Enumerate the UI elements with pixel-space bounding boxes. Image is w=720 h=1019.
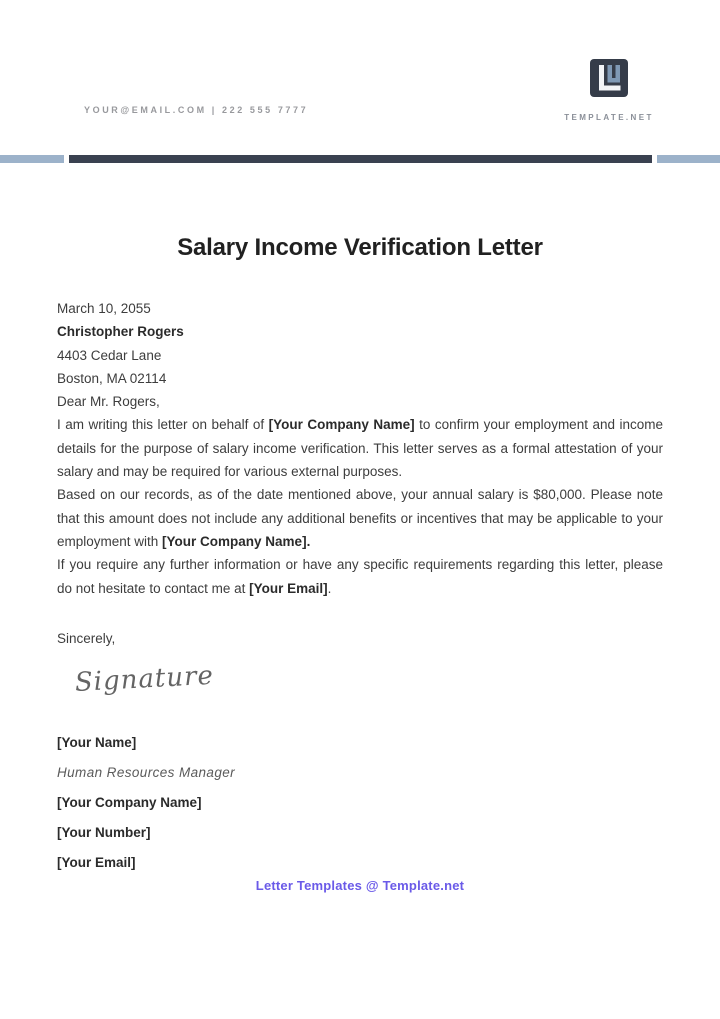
- divider-accent-right: [657, 155, 720, 163]
- brand-block: [539, 58, 679, 122]
- letter-paragraphs: [57, 413, 663, 599]
- signer-role: Human Resources Manager: [57, 765, 236, 781]
- brand-name: TEMPLATE.NET: [564, 113, 654, 122]
- letter-paragraph: [57, 483, 663, 553]
- document-title: Salary Income Verification Letter: [177, 234, 543, 261]
- letterhead-contact: YOUR@EMAIL.COM | 222 555 7777: [84, 105, 309, 115]
- divider-dark-middle: [69, 155, 652, 163]
- signer-name-placeholder: [Your Name]: [57, 735, 137, 751]
- handwritten-signature: Signature: [74, 660, 215, 699]
- signer-email-placeholder: [Your Email]: [57, 855, 136, 871]
- letter-paragraph: [57, 553, 663, 600]
- greeting: Dear Mr. Rogers,: [57, 394, 160, 410]
- closing: Sincerely,: [57, 630, 116, 646]
- signer-company-placeholder: [Your Company Name]: [57, 795, 202, 811]
- lu-monogram-logo-icon: [589, 58, 629, 98]
- placeholder-bold-text: [Your Company Name]: [268, 417, 415, 433]
- template-net-credit-link[interactable]: Letter Templates @ Template.net: [255, 878, 465, 893]
- placeholder-bold-text: [Your Company Name].: [162, 533, 311, 549]
- address-line-2: Boston, MA 02114: [57, 370, 167, 386]
- footer-credit: [0, 878, 720, 893]
- paragraph-text: Based on our records, as of the date mentioned above, your annual salary is $80,000. Please note that this amount does not include any additional benefits or incentives that may be applicable to your employment with: [57, 487, 663, 549]
- divider-accent-left: [0, 155, 64, 163]
- recipient-name: Christopher Rogers: [57, 324, 184, 340]
- signer-number-placeholder: [Your Number]: [57, 825, 151, 841]
- signature-block: [57, 732, 663, 874]
- paragraph-text: If you require any further information or have any specific requirements regarding this letter, please do not hesitate to contact me at: [57, 557, 663, 596]
- placeholder-bold-text: [Your Email]: [249, 580, 328, 596]
- letter-paragraph: [57, 413, 663, 483]
- letter-date: March 10, 2055: [57, 301, 151, 316]
- paragraph-text: .: [327, 580, 332, 596]
- header-divider: [0, 155, 720, 163]
- address-line-1: 4403 Cedar Lane: [57, 347, 162, 363]
- paragraph-text: to confirm your employment and income details for the purpose of salary income verification. This letter serves as a formal attestation of your salary and may be required for various external purposes.: [57, 417, 663, 480]
- letter-body: [57, 297, 663, 882]
- paragraph-text: I am writing this letter on behalf of: [57, 417, 269, 433]
